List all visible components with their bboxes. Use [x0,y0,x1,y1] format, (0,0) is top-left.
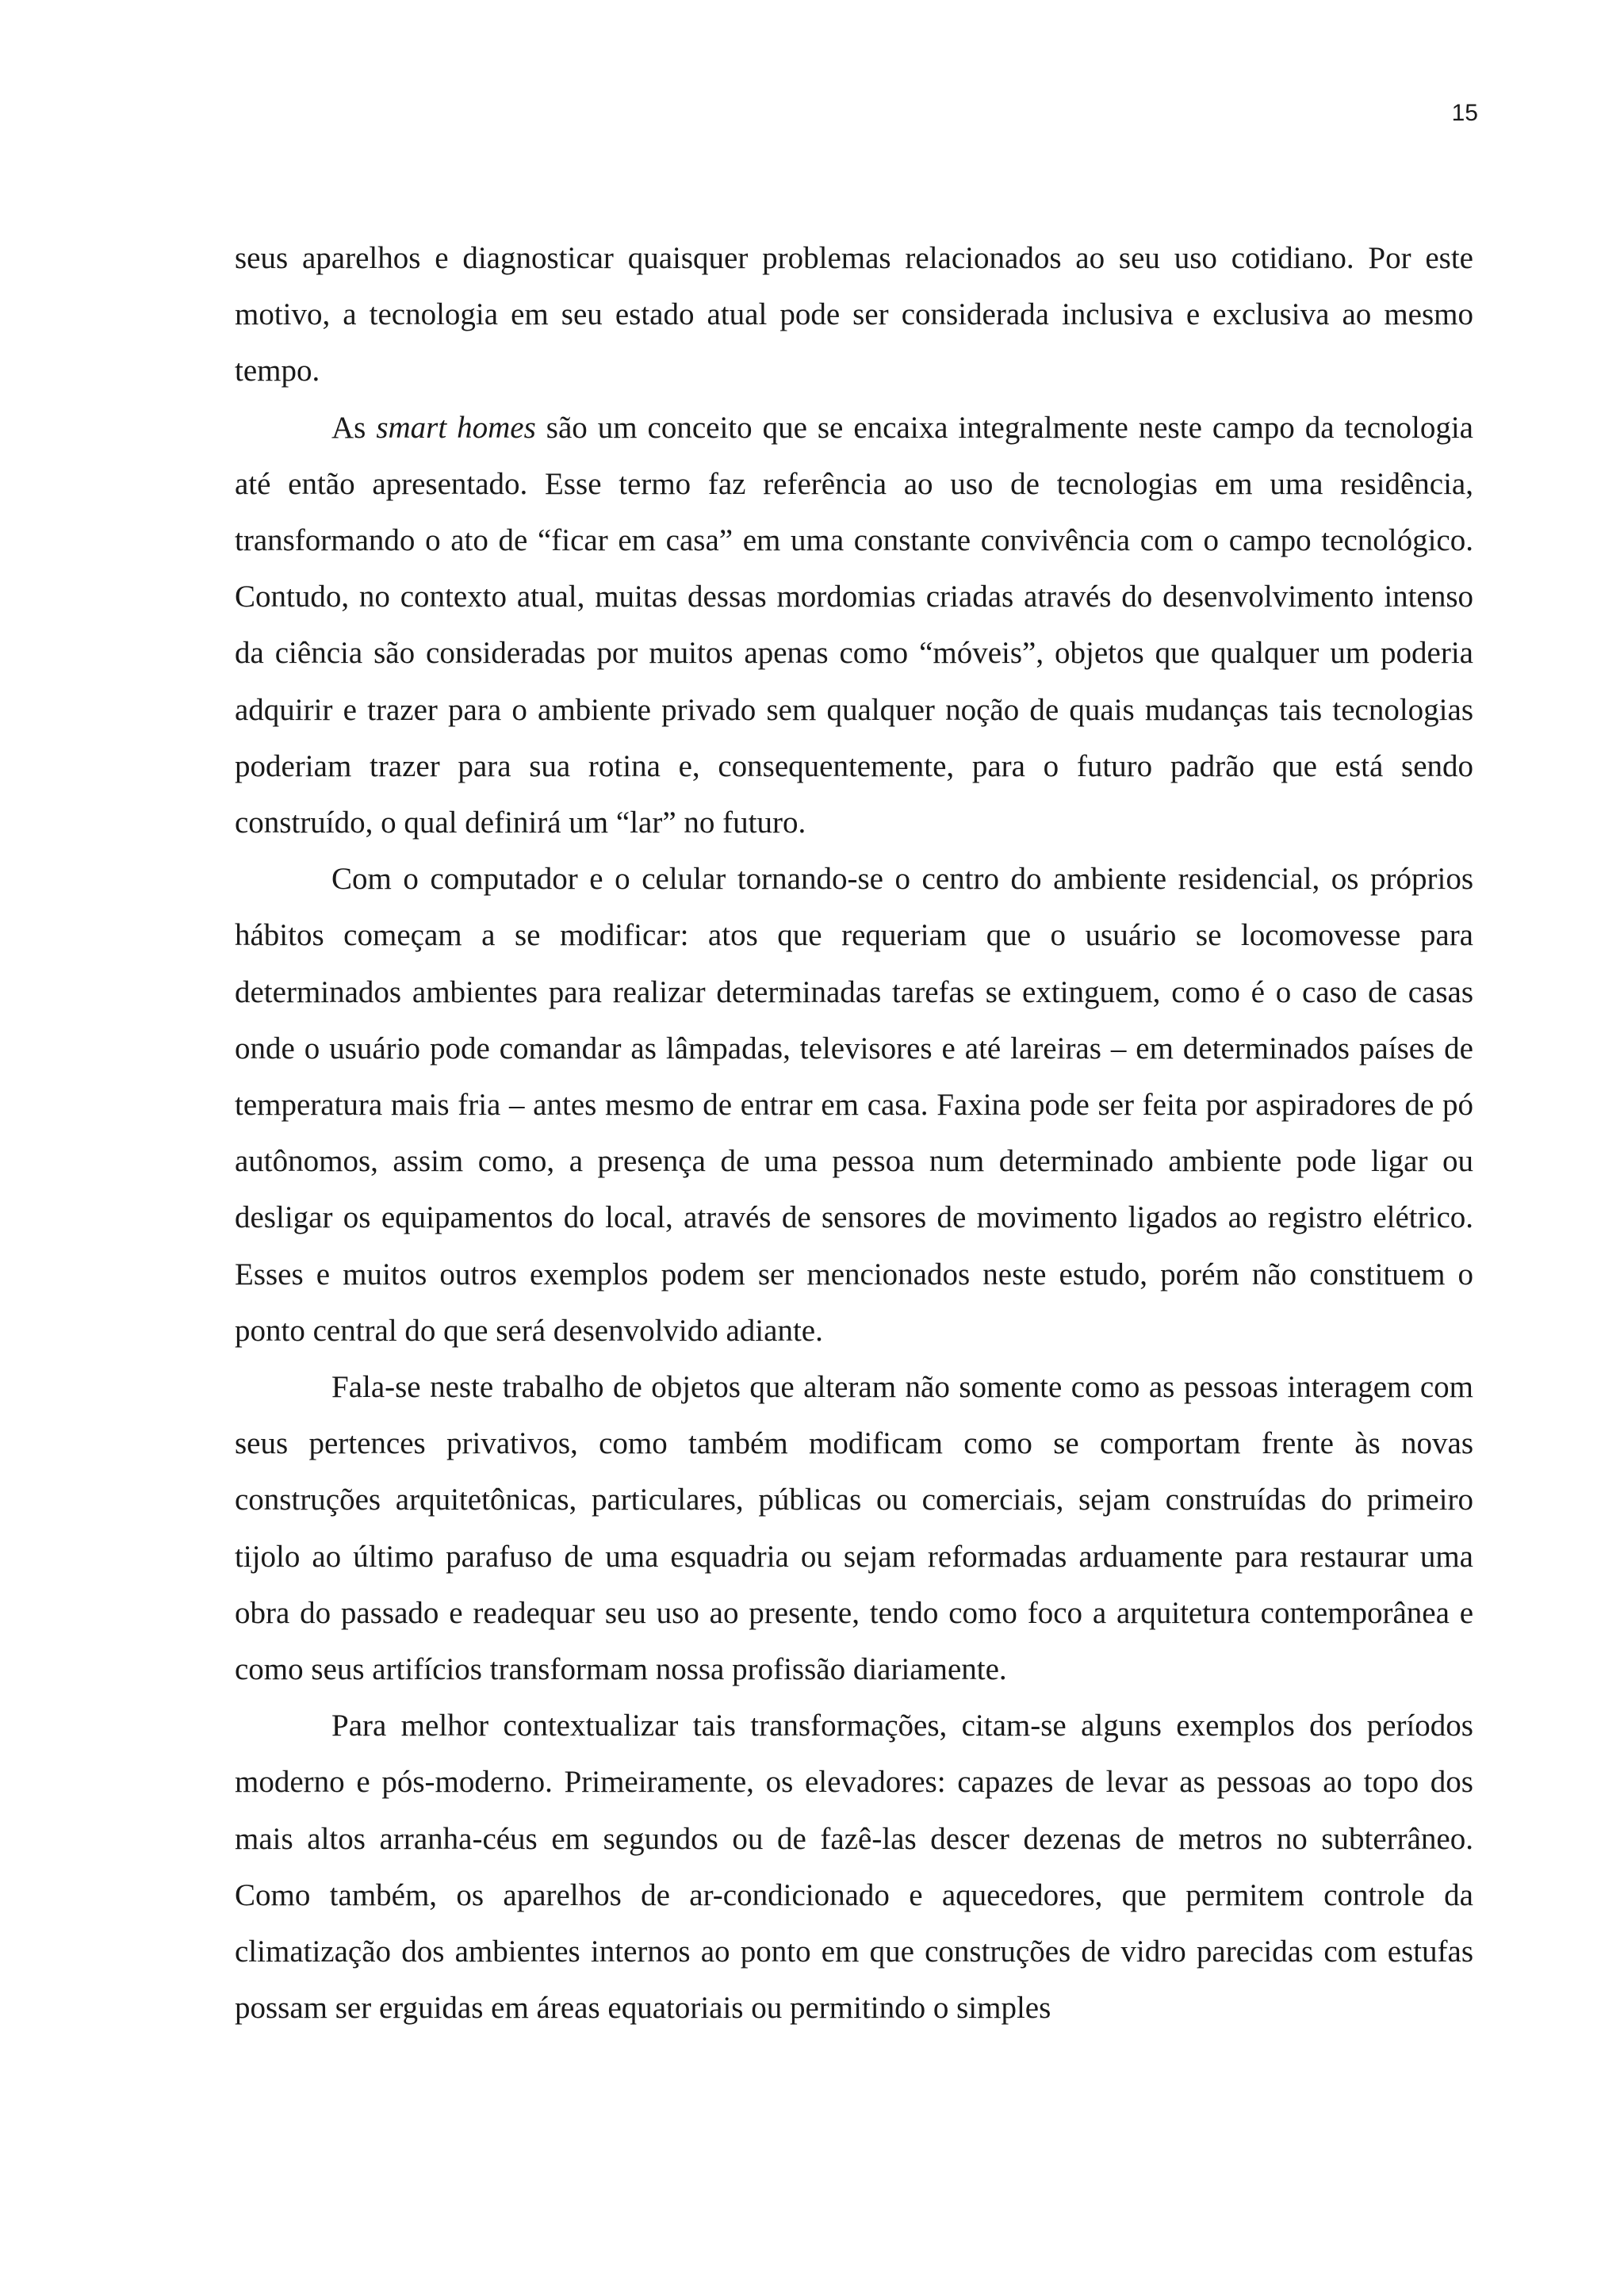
paragraph-3: Com o computador e o celular tornando-se o centro do ambiente residencial, os próprios hábitos começam a se modificar: atos que requeriam que o usuário se locomovesse para determinados ambientes para realizar determinadas tarefas se extinguem, como é o caso de casas onde o usuário pode comandar as lâmpadas, televisores e até lareiras – em determinados países de temperatura mais fria – antes mesmo de entrar em casa. Faxina pode ser feita por aspiradores de pó autônomos, assim como, a presença de uma pessoa num determinado ambiente pode ligar ou desligar os equipamentos do local, através de sensores de movimento ligados ao registro elétrico. Esses e muitos outros exemplos podem ser mencionados neste estudo, porém não constituem o ponto central do que será desenvolvido adiante. [235,862,1473,1348]
paragraph-2-rest: são um conceito que se encaixa integralmente neste campo da tecnologia até então apresentado. Esse termo faz referência ao uso de tecnologias em uma residência, transformando o ato de “ficar em casa” em uma constante convivência com o campo tecnológico. Contudo, no contexto atual, muitas dessas mordomias criadas através do desenvolvimento intenso da ciência são consideradas por muitos apenas como “móveis”, objetos que qualquer um poderia adquirir e trazer para o ambiente privado sem qualquer noção de quais mudanças tais tecnologias poderiam trazer para sua rotina e, consequentemente, para o futuro padrão que está sendo construído, o qual definirá um “lar” no futuro. [235,410,1473,840]
paragraph-1: seus aparelhos e diagnosticar quaisquer problemas relacionados ao seu uso cotidiano. Por este motivo, a tecnologia em seu estado atual pode ser considerada inclusiva e exclusiva ao mesmo tempo. [235,241,1473,388]
body-text [235,230,1473,2037]
paragraph-2 [235,400,1473,851]
page-number: 15 [1451,100,1478,126]
paragraph-5: Para melhor contextualizar tais transformações, citam-se alguns exemplos dos períodos moderno e pós-moderno. Primeiramente, os elevadores: capazes de levar as pessoas ao topo dos mais altos arranha-céus em segundos ou de fazê-las descer dezenas de metros no subterrâneo. Como também, os aparelhos de ar-condicionado e aquecedores, que permitem controle da climatização dos ambientes internos ao ponto em que construções de vidro parecidas com estufas possam ser erguidas em áreas equatoriais ou permitindo o simples [235,1709,1473,2026]
paragraph-2-italic-term: smart homes [376,410,536,445]
paragraph-2-lead: As [331,410,377,445]
paragraph-4: Fala-se neste trabalho de objetos que alteram não somente como as pessoas interagem com seus pertences privativos, como também modificam como se comportam frente às novas construções arquitetônicas, particulares, públicas ou comerciais, sejam construídas do primeiro tijolo ao último parafuso de uma esquadria ou sejam reformadas arduamente para restaurar uma obra do passado e readequar seu uso ao presente, tendo como foco a arquitetura contemporânea e como seus artifícios transformam nossa profissão diariamente. [235,1370,1473,1687]
